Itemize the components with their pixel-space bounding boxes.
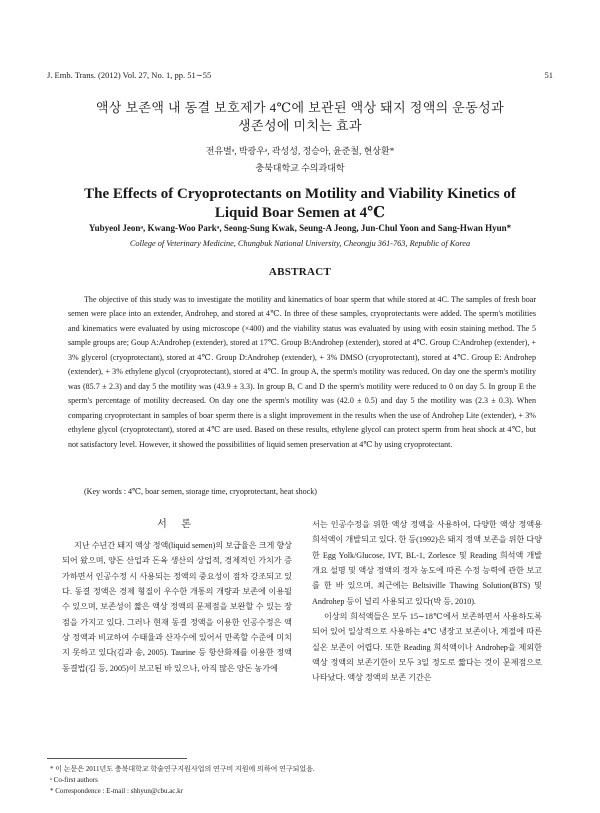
korean-authors: 전유별ᵃ, 박광우ᵃ, 곽성성, 정승아, 윤준철, 현상환*	[205, 146, 395, 156]
abstract-paragraph: The objective of this study was to investigate the motility and kinematics of boar sperm that while stored at 4C. The samples of fresh boar semen were place into an extender, Androhep, and stored at 4℃. In three of these samples, cryoprotectants were added. The sperm's motilities and kinematics were evaluated by using microscope (×400) and the viability status was evaluated by using with eosin staining method. The 5 sample groups are; Goup A:Androhep (extender), stored at 17℃. Group B:Androhep (extender), stored at 4℃. Group C:Androhep (extender), + 3% glycerol (cryoprotectant), stored at 4℃. Group D:Androhep (extender), + 3% DMSO (cryoprotectant), stored at 4℃. Group E: Androhep (extender), + 3% ethylene glycol (cryoprotectant), stored at 4℃. In group A, the sperm's motility was reduced. On day one the sperm's motility was (85.7 ± 2.3) and day 5 the motility was (43.9 ± 3.3). In group B, C and D the sperm's motility were reduced to 0 on day 5. In group E the sperm's percentage of motility decreased. On day one the sperm's motility was (42.0 ± 0.5) and day 5 the motility was (2.3 ± 0.3). When comparing cryoprotectant in samples of boar sperm there is a slight improvement in the results when the use of Androhep Lite (extender), + 3% ethylene glycol (cryoprotectant), stored at 4℃ are used. Based on these results, ethylene glycol can protect sperm from heat shock at 4℃, but not satisfactory level. However, it showed the possibilities of liquid semen preservation at 4℃ by using cryoprotectant.	[68, 295, 536, 449]
footnote-correspondence: * Correspondence : E-mail : shhyun@cbu.ac.kr	[50, 787, 183, 795]
english-title	[0, 185, 600, 223]
korean-title	[0, 99, 600, 135]
running-head	[47, 70, 553, 81]
footnote-co-first: ᵃ Co-first authors	[50, 776, 98, 784]
footnotes	[50, 764, 315, 797]
body-paragraph: 서는 인공수정을 위한 액상 정액을 사용하여, 다양한 액상 정액용 희석액이 개발되고 있다. 한 등(1992)은 돼지 정액 보존을 위한 다양한 Egg Yolk/Glucose, IVT, BL-1, Zorlesce 및 Reading 희석액 개발 개요 설명 및 액상 정액의 정자 농도에 따른 수정 능력에 관한 보고를 한 바 있으며, 최근에는 Beltsiville Thawing Solution(BTS) 및 Androhep 등이 널리 사용되고 있다(박 등, 2010).	[312, 520, 542, 606]
english-title-line-1: The Effects of Cryoprotectants on Motility and Viability Kinetics of	[84, 186, 516, 202]
journal-citation: J. Emb. Trans. (2012) Vol. 27, No. 1, pp. 51∼55	[47, 70, 212, 80]
english-title-line-2: Liquid Boar Semen at 4℃	[214, 205, 386, 221]
section-heading-introduction: 서 론	[157, 519, 197, 530]
abstract-body	[68, 293, 536, 452]
english-authors: Yubyeol Jeonᵃ, Kwang-Woo Parkᵃ, Seong-Sung Kwak, Seung-A Jeong, Jun-Chul Yoon and Sang-Hwan Hyun*	[88, 223, 512, 233]
korean-affiliation: 충북대학교 수의과대학	[255, 163, 345, 173]
english-affiliation: College of Veterinary Medicine, Chungbuk National University, Cheongju 361-763, Republic of Korea	[129, 239, 471, 248]
body-paragraph: 이상의 희석액들은 모두 15∼18℃에서 보존하면서 사용하도록 되어 있어 일상적으로 사용하는 4℃ 냉장고 보존이나, 계절에 따른 실온 보존이 어렵다. 또한 Reading 희석액이나 Androhep을 제외한 액상 정액의 보존기한이 모두 3일 정도로 짧다는 것이 문제점으로 나타났다. 액상 정액의 보존 기간은	[312, 612, 542, 683]
keywords: (Key words : 4℃, boar semen, storage time, cryoprotectant, heat shock)	[84, 487, 317, 496]
korean-title-line-2: 생존성에 미치는 효과	[238, 118, 362, 133]
abstract-heading: ABSTRACT	[268, 266, 332, 278]
footnote-funding: * 이 논문은 2011년도 충북대학교 학술연구지원사업의 연구비 지원에 의하여 연구되었음.	[50, 765, 315, 773]
body-paragraph: 지난 수년간 돼지 액상 정액(liquid semen)의 보급율은 크게 향상되어 왔으며, 양돈 산업과 돈육 생산의 상업적, 경제적인 가치가 증가하면서 인공수정 시 사용되는 정액의 중요성이 점차 강조되고 있다. 동결 정액은 경제 형질이 우수한 개통의 개량과 보존에 이용될 수 있으며, 보존성이 짧은 액상 정액의 문제점을 보완할 수 있는 장점을 가지고 있다. 그러나 현재 동결 정액을 이용한 인공수정은 액상 정액과 비교하여 수태율과 산자수에 있어서 만족할 수준에 미치지 못하고 있다(김과 송, 2005). Taurine 등 항산화제를 이용한 정액 동결법(김 등, 2005)이 보고된 바 있으나, 아직 많은 양돈 농가에	[62, 541, 292, 673]
korean-title-line-1: 액상 보존액 내 동결 보호제가 4℃에 보관된 액상 돼지 정액의 운동성과	[95, 100, 505, 115]
body-column-left	[62, 517, 292, 676]
page-number: 51	[544, 70, 553, 80]
body-column-right	[312, 517, 542, 686]
footnote-divider	[47, 758, 187, 759]
